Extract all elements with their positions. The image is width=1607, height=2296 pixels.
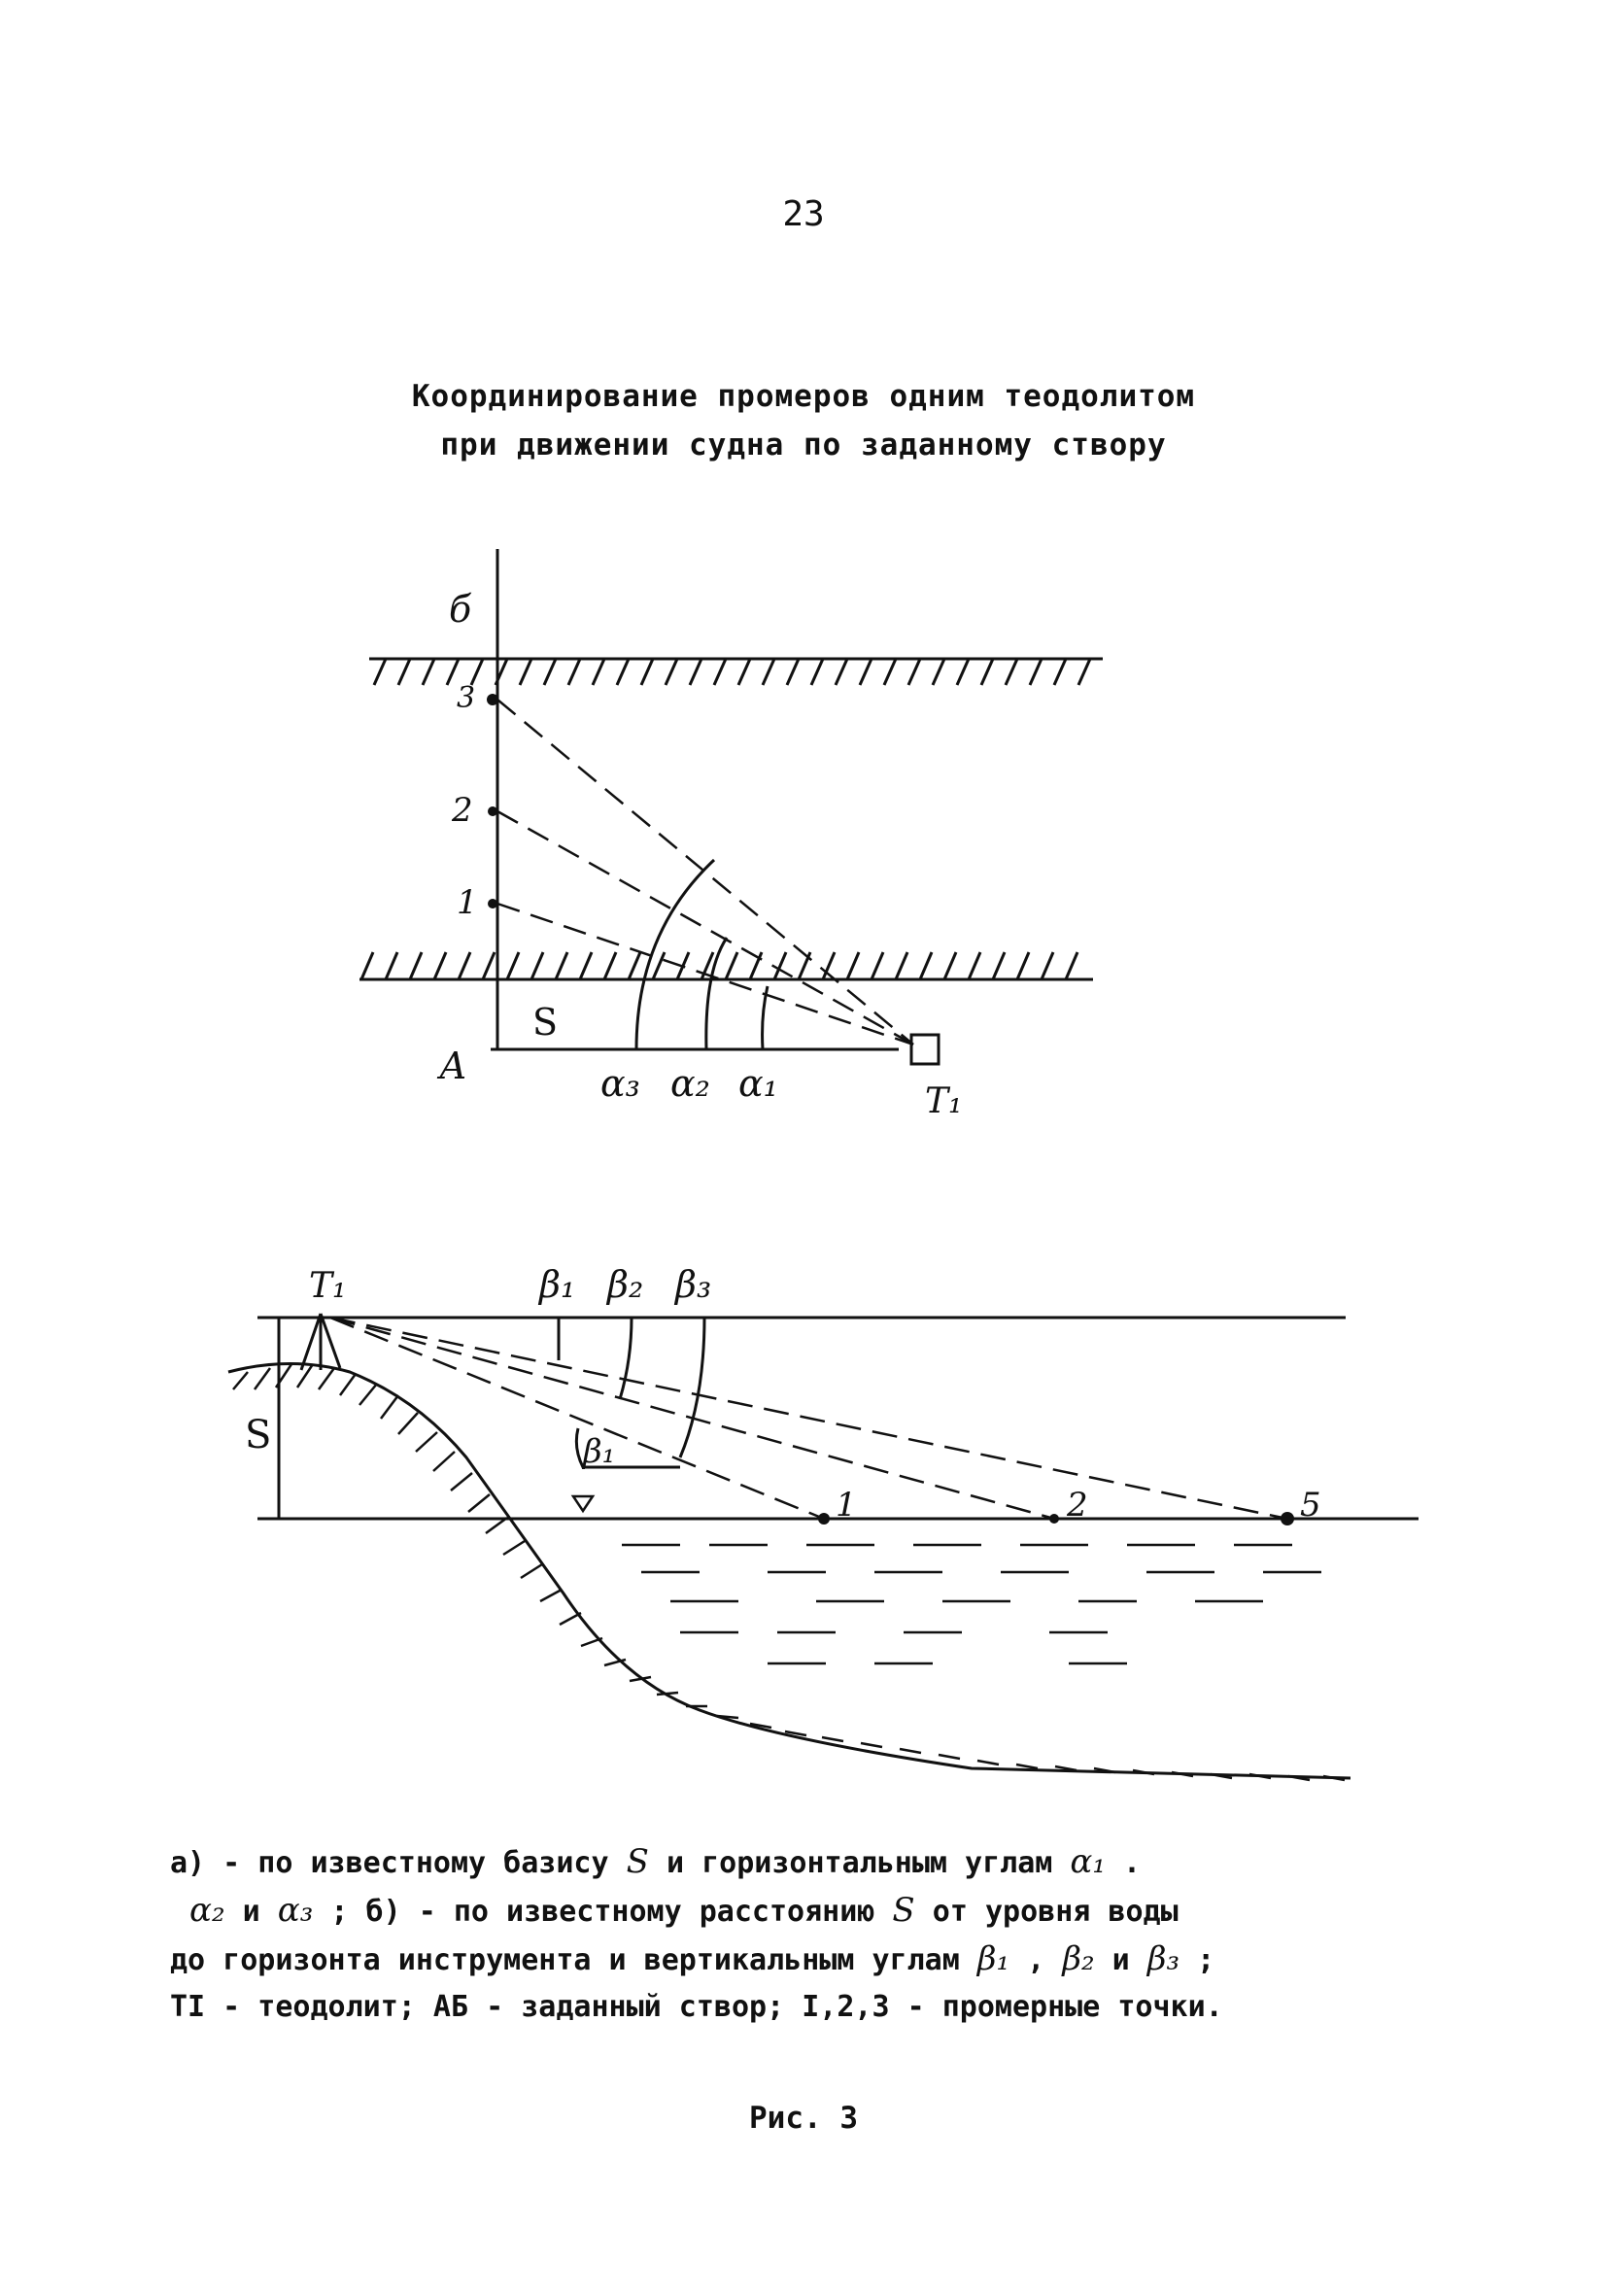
diagram-b-profile-view [0,1205,1607,1827]
figure-label: Рис. 3 [749,2101,858,2136]
caption-text: и [1094,1943,1147,1977]
label-beta-1: β₁ [539,1263,576,1306]
lower-bank-hatching [361,952,1077,979]
caption-symbol-beta-2: β₂ [1062,1939,1095,1978]
water-level-marker [573,1496,593,1511]
point-label-3: 3 [457,681,476,715]
point-3 [487,694,498,705]
caption-symbol-beta-1: β₁ [976,1939,1010,1978]
label-alpha-1: α₁ [738,1062,778,1105]
label-b: б [449,588,472,631]
station-marker-t1 [911,1035,939,1064]
point-label-2: 2 [1067,1486,1088,1525]
point-2 [488,806,497,816]
arc-beta-3 [680,1318,704,1457]
caption-symbol-alpha-1: α₁ [1070,1842,1106,1881]
arc-beta-2 [620,1318,632,1399]
page-number: 23 [782,194,825,234]
sight-line-1 [330,1318,824,1519]
label-beta-2: β₂ [607,1263,644,1306]
caption-text: , [1009,1943,1063,1977]
sight-line-2 [497,811,913,1045]
label-s: S [532,1001,559,1044]
caption-line-3 [170,1936,1453,1984]
sight-line-3 [497,700,913,1045]
label-alpha-2: α₂ [670,1062,710,1105]
caption-text: и горизонтальным углам [648,1846,1071,1880]
upper-bank-hatching [374,659,1090,685]
figure-title-line-1: Координирование промеров одним теодолитом [411,379,1196,414]
caption-text: до горизонта инструмента и вертикальным углам [170,1943,977,1977]
figure-caption [170,1838,1453,2031]
caption-text: ; [1180,1943,1215,1977]
point-label-1: 1 [457,883,478,922]
tripod [301,1314,340,1370]
caption-text: . [1105,1846,1142,1880]
caption-symbol-alpha-3: α₃ [277,1891,314,1930]
water-dashes [622,1545,1321,1663]
caption-line-2 [170,1887,1453,1936]
point-1 [488,899,497,908]
arc-alpha-1 [763,986,768,1049]
caption-line-4: TI - теодолит; АБ - заданный створ; I,2,3 - промерные точки. [170,1990,1223,2024]
caption-symbol-s: S [626,1842,649,1881]
point-label-5: 5 [1300,1486,1321,1525]
caption-symbol-alpha-2: α₂ [189,1891,225,1930]
label-beta-3: β₃ [675,1263,712,1306]
arc-alpha-2 [706,938,727,1049]
caption-text: ; б) - по известному расстоянию [313,1895,893,1929]
point-label-2: 2 [452,791,473,830]
sounding-point-1 [818,1513,830,1525]
caption-text: от уровня воды [914,1895,1179,1929]
caption-line-1 [170,1838,1453,1887]
label-station-t1: T₁ [925,1081,963,1121]
label-a: А [439,1045,467,1087]
label-beta-small: β₁ [583,1432,616,1471]
label-s: S [245,1413,272,1457]
sounding-point-2 [1049,1514,1059,1524]
caption-symbol-beta-3: β₃ [1146,1939,1180,1978]
caption-text: а) - по известному базису [170,1846,627,1880]
caption-symbol-s: S [892,1891,915,1930]
caption-text: и [224,1895,278,1929]
point-label-1: 1 [836,1486,857,1525]
label-station-t1: T₁ [309,1266,347,1306]
figure-title-line-2: при движении судна по заданному створу [440,428,1167,463]
sounding-point-5 [1281,1512,1294,1525]
sight-line-3 [330,1318,1287,1519]
label-alpha-3: α₃ [600,1062,640,1105]
